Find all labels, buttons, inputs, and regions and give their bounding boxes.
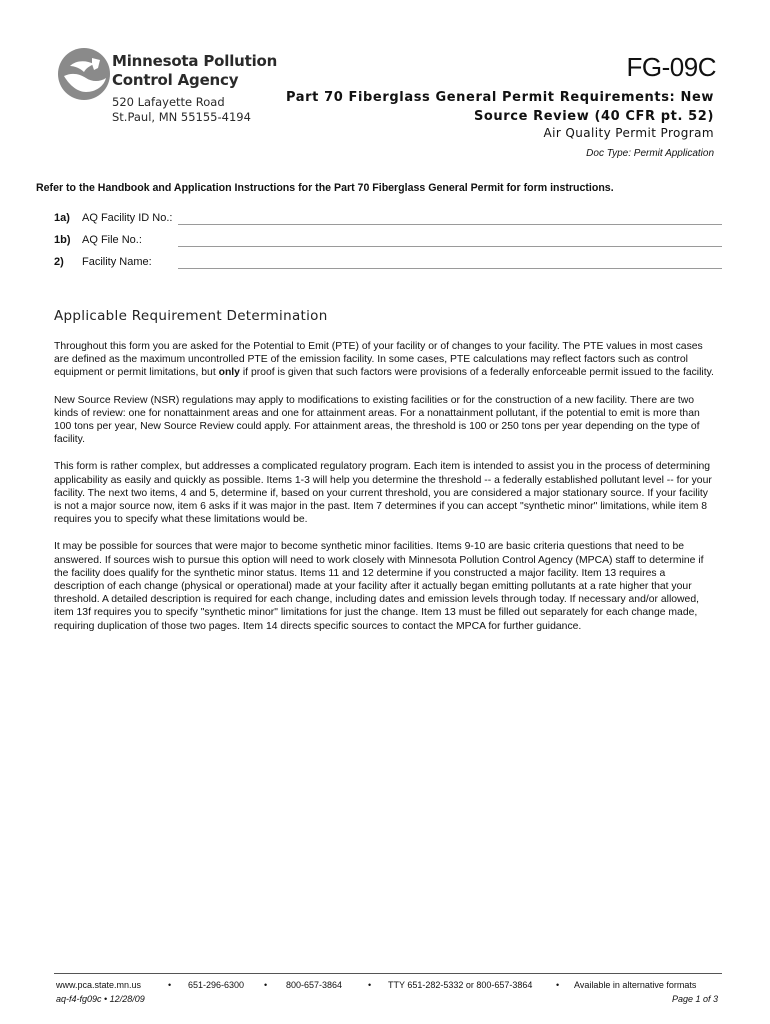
footer-tty: TTY 651-282-5332 or 800-657-3864: [388, 980, 533, 990]
field-number: 1a): [54, 212, 70, 224]
footer-doc-code: aq-f4-fg09c • 12/28/09: [56, 994, 145, 1004]
form-id: FG-09C: [626, 52, 716, 82]
form-title-line2: Source Review (40 CFR pt. 52): [473, 109, 714, 124]
field-aq-file: [54, 234, 722, 250]
field-label: Facility Name:: [82, 256, 152, 268]
paragraph-form-overview: This form is rather complex, but addresses a complicated regulatory program. Each item is intended to assist you in the process of determining applicability as easily and quickly as possible. Items 1-3 will help you determine the threshold -- a federally established pollutant level -- for your facility. The next two items, 4 and 5, determine if, based on your current threshold, you are considered a major stationary source. If your facility is not a major source now, item 6 asks if it was major in the past. Item 7 determines if you can accept "synthetic minor" limitations, while item 8 requires you to specify what these limitations would be.: [54, 461, 712, 526]
form-title: [254, 88, 714, 126]
page-number: Page 1 of 3: [671, 994, 718, 1004]
footer-bullet: •: [264, 980, 268, 990]
agency-address-line1: 520 Lafayette Road: [112, 95, 225, 109]
form-title-line1: Part 70 Fiberglass General Permit Requirements: New: [285, 90, 714, 105]
paragraph-pte: Throughout this form you are asked for the Potential to Emit (PTE) of your facility or of changes to your facility. The PTE values in most cases are defined as the maximum uncontrolled PTE of the emission facility. In some cases, PTE calculations may reflect factors such as control equipment or permit limitations, but only if proof is given that such factors were provisions of a federally enforceable permit issued to the facility.: [54, 341, 714, 379]
section-heading: Applicable Requirement Determination: [54, 308, 328, 324]
footer-website[interactable]: www.pca.state.mn.us: [56, 980, 142, 990]
aq-file-input[interactable]: [178, 246, 722, 247]
doc-type: Doc Type: Permit Application: [586, 148, 714, 159]
section-body: [54, 340, 716, 647]
paragraph-synthetic-minor: It may be possible for sources that were major to become synthetic minor facilities. Items 9-10 are basic criteria questions that need to be answered. If sources wish to pursue this option will need to work closely with Minnesota Pollution Control Agency (MPCA) staff to determine if the facility does qualify for the synthetic minor status. Items 11 and 12 determine if you constructed a major facility. Item 13 requires a description of each change (physical or operational) made at your facility after it actually began emitting pollutants at a rate higher that your threshold. A detailed description is required for each change, including dates and emission levels through today. If necessary and/or allowed, item 13f requires you to specify "synthetic minor" limitations for just the change. Item 13 must be filled out separately for each change made, requiring duplication of those two pages. Item 14 directs specific sources to contact the MPCA for further guidance.: [54, 541, 704, 632]
instructions-note: Refer to the Handbook and Application Instructions for the Part 70 Fiberglass General Permit for form instructions.: [36, 182, 614, 194]
footer-bullet: •: [368, 980, 372, 990]
footer-formats: Available in alternative formats: [574, 980, 697, 990]
footer-bullet: •: [168, 980, 172, 990]
footer-phone2: 800-657-3864: [286, 980, 343, 990]
field-label: AQ Facility ID No.:: [82, 212, 173, 224]
footer-bullet: •: [556, 980, 560, 990]
field-number: 2): [54, 256, 64, 268]
footer-divider: [54, 973, 722, 974]
mpca-logo: [56, 46, 112, 102]
field-label: AQ File No.:: [82, 234, 142, 246]
agency-block: [112, 52, 277, 125]
field-number: 1b): [54, 234, 71, 246]
field-facility-name: [54, 256, 722, 272]
footer-phone1: 651-296-6300: [188, 980, 245, 990]
paragraph-nsr: New Source Review (NSR) regulations may apply to modifications to existing facilities or for the construction of a new facility. There are two kinds of review: one for nonattainment areas and one for attainment areas. For a nonattainment pollutant, if the potential to emit is more than 100 tons per year, New Source Review could apply. For attainment areas, the threshold is 100 or 250 tons per year depending on the type of facility.: [54, 394, 700, 446]
field-facility-id: [54, 212, 722, 228]
agency-name-line2: Control Agency: [112, 71, 239, 89]
facility-name-input[interactable]: [178, 268, 722, 269]
program-name: Air Quality Permit Program: [543, 126, 714, 140]
agency-address-line2: St.Paul, MN 55155-4194: [112, 110, 251, 124]
facility-id-input[interactable]: [178, 224, 722, 225]
agency-name-line1: Minnesota Pollution: [112, 52, 278, 70]
emphasis-only: only: [218, 367, 240, 379]
